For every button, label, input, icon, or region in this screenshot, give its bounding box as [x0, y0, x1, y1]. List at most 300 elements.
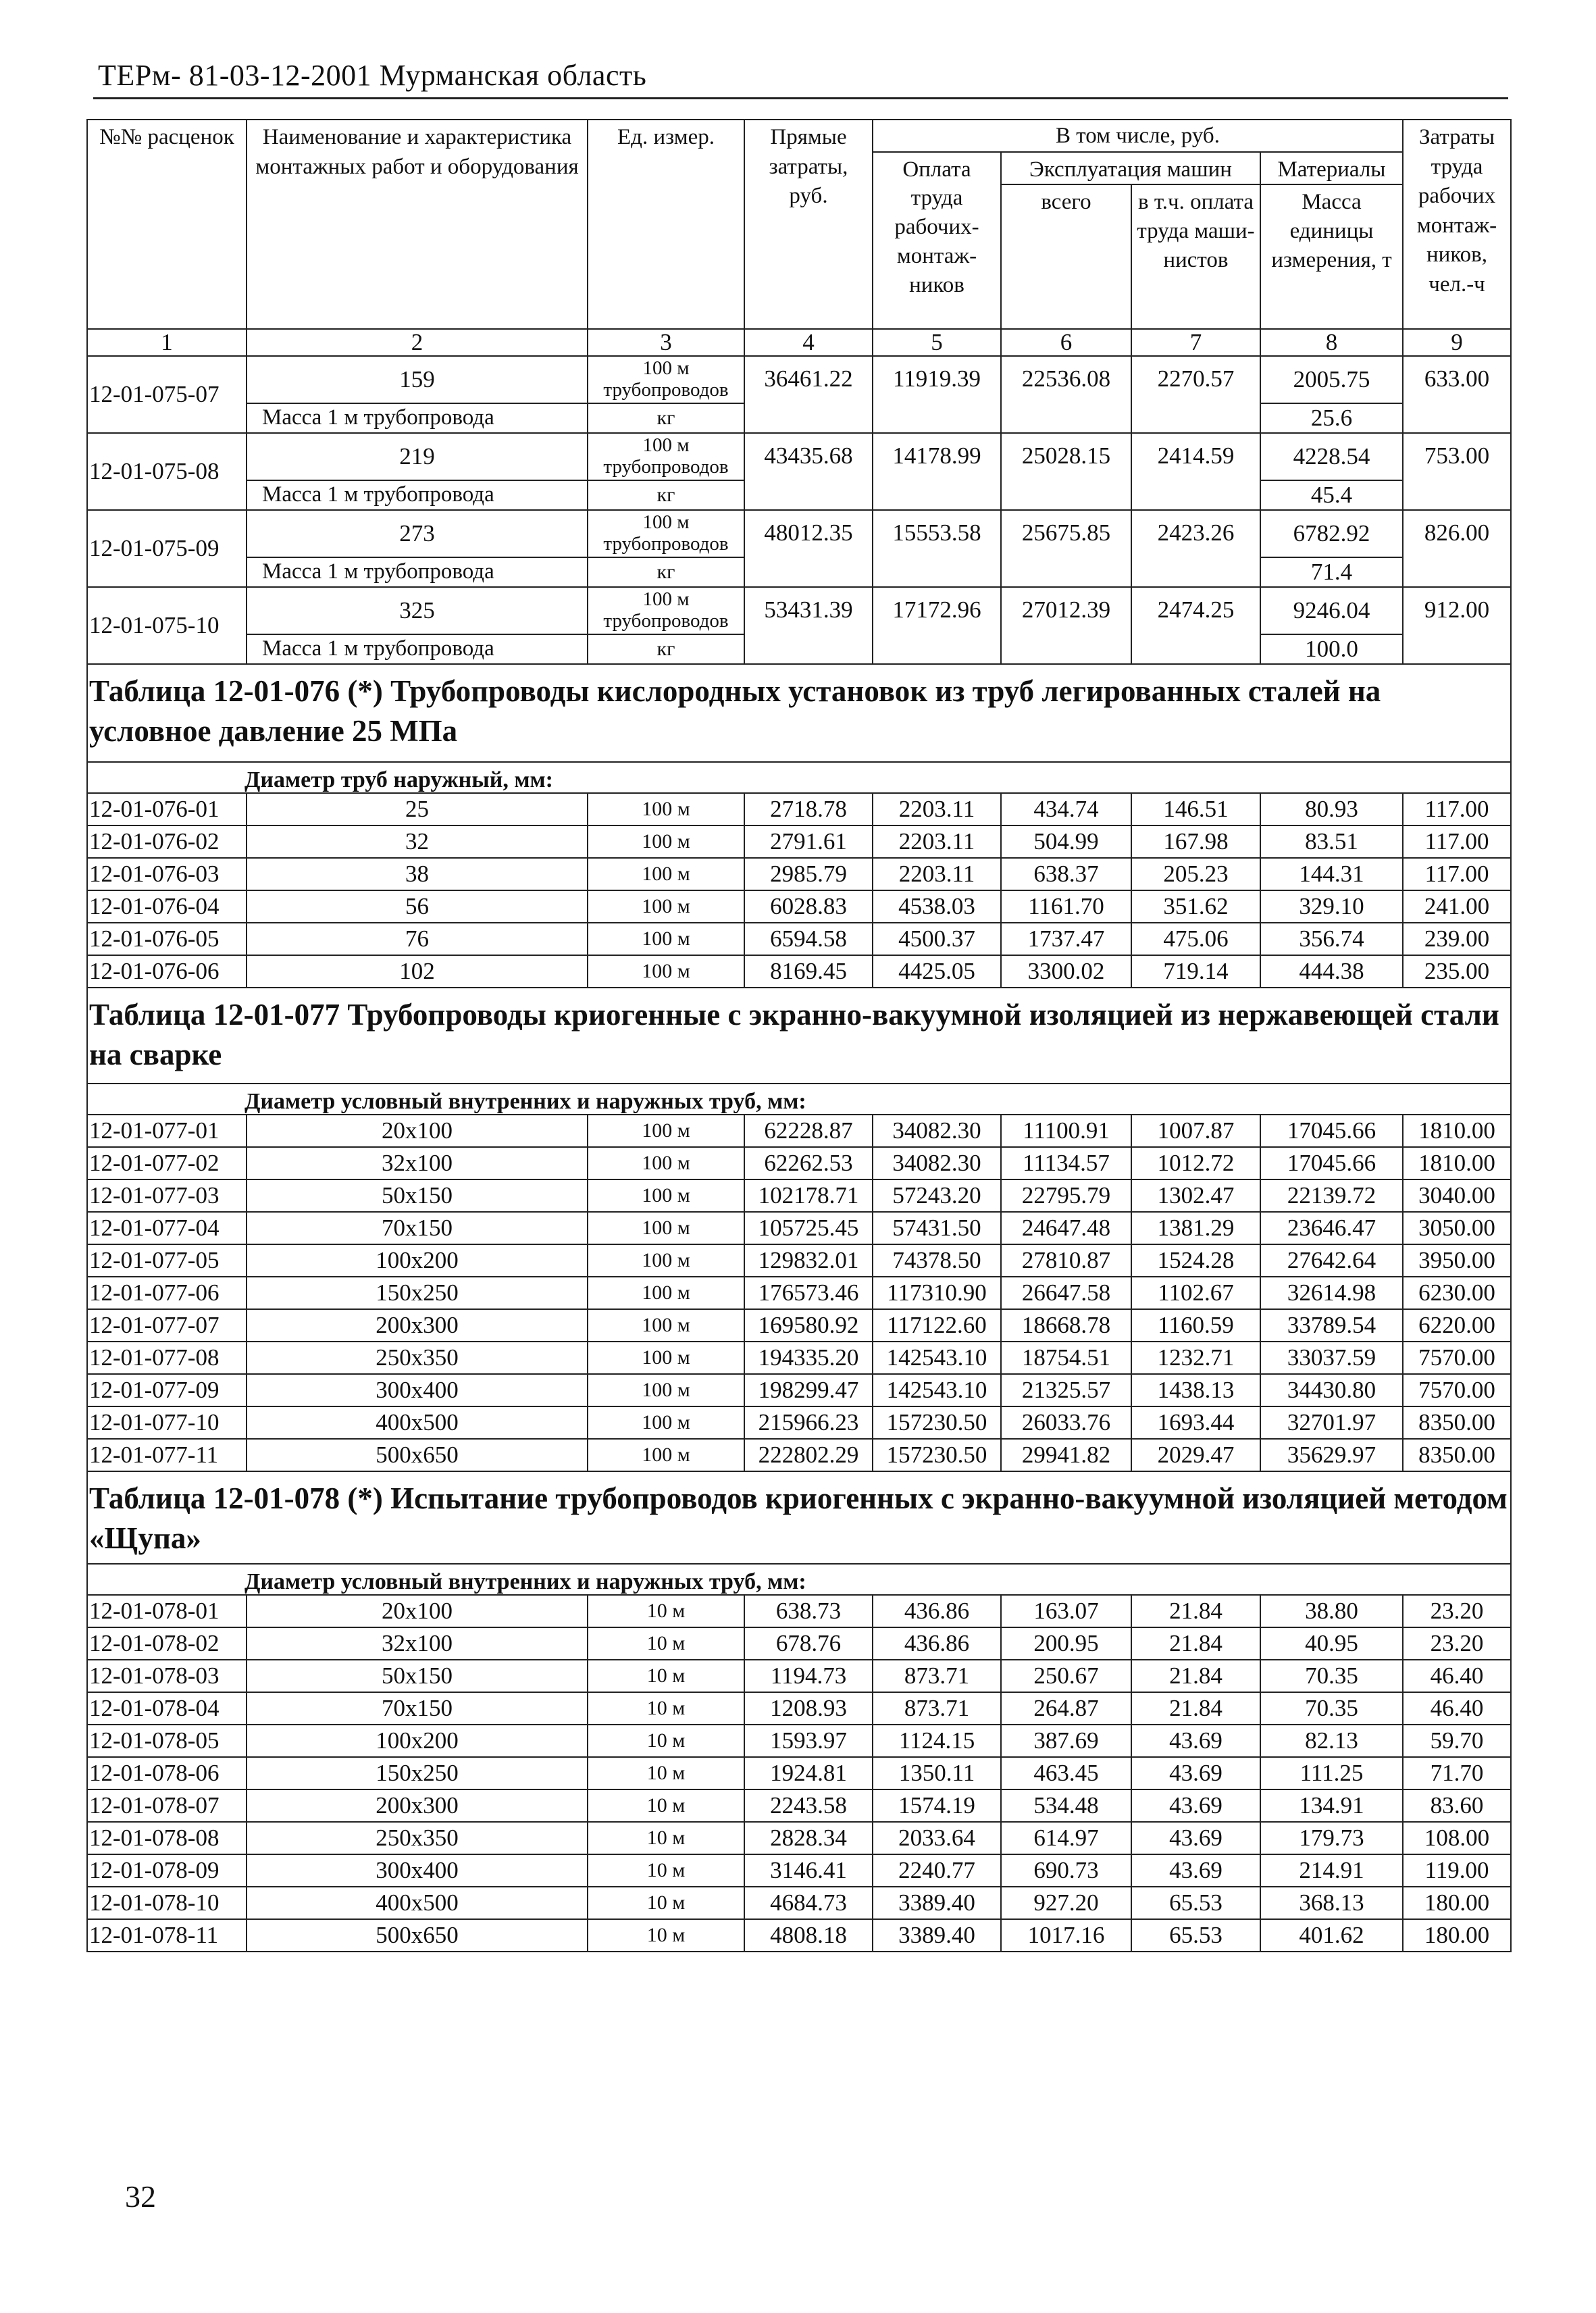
rate-code: 12-01-078-03: [87, 1660, 247, 1692]
rate-machines: 1161.70: [1001, 890, 1131, 923]
rate-unit: 10 м: [588, 1725, 744, 1757]
rate-unit: 100 м трубопроводов: [588, 510, 744, 557]
table-row: [87, 1854, 1511, 1887]
rate-machines: 200.95: [1001, 1627, 1131, 1660]
rate-machines: 434.74: [1001, 793, 1131, 825]
rate-hours: 1810.00: [1403, 1147, 1511, 1179]
rate-materials: 32614.98: [1260, 1277, 1403, 1309]
rate-hours: 117.00: [1403, 793, 1511, 825]
table-row: [87, 1115, 1511, 1147]
rate-machines-labor: 1102.67: [1131, 1277, 1260, 1309]
rate-labor: 2240.77: [873, 1854, 1001, 1887]
rate-machines: 614.97: [1001, 1822, 1131, 1854]
rate-name: 70x150: [247, 1692, 588, 1725]
col-header-hours: Затраты труда рабочих монтаж-ников, чел.-ч: [1403, 120, 1511, 329]
rate-labor: 4538.03: [873, 890, 1001, 923]
rate-labor: 34082.30: [873, 1115, 1001, 1147]
rate-code: 12-01-078-08: [87, 1822, 247, 1854]
rate-unit: 10 м: [588, 1854, 744, 1887]
rate-hours: 8350.00: [1403, 1406, 1511, 1439]
rate-machines: 25028.15: [1001, 433, 1131, 510]
col-number: 8: [1260, 329, 1403, 356]
rate-code: 12-01-078-11: [87, 1919, 247, 1952]
rate-name: 150x250: [247, 1277, 588, 1309]
rate-labor: 34082.30: [873, 1147, 1001, 1179]
table-row: [87, 1725, 1511, 1757]
rate-name: 32x100: [247, 1147, 588, 1179]
rate-hours: 6220.00: [1403, 1309, 1511, 1342]
rate-direct: 6028.83: [744, 890, 873, 923]
rate-code: 12-01-075-09: [87, 510, 247, 587]
table-row: [87, 1342, 1511, 1374]
rate-hours: 117.00: [1403, 858, 1511, 890]
col-header-mass: Масса единицы измерения, т: [1260, 184, 1403, 329]
rate-machines-labor: 719.14: [1131, 955, 1260, 988]
rate-machines-labor: 351.62: [1131, 890, 1260, 923]
rate-code: 12-01-076-02: [87, 825, 247, 858]
rate-unit: 100 м: [588, 1179, 744, 1212]
rate-direct: 2243.58: [744, 1789, 873, 1822]
mass-label: Масса 1 м трубопровода: [247, 480, 588, 510]
rate-machines: 29941.82: [1001, 1439, 1131, 1471]
col-number: 3: [588, 329, 744, 356]
rate-machines-labor: 1160.59: [1131, 1309, 1260, 1342]
rate-unit: 100 м трубопроводов: [588, 433, 744, 480]
rate-unit: 100 м: [588, 1277, 744, 1309]
mass-unit: кг: [588, 557, 744, 587]
rate-machines: 11100.91: [1001, 1115, 1131, 1147]
rate-code: 12-01-078-10: [87, 1887, 247, 1919]
rate-name: 100x200: [247, 1725, 588, 1757]
rate-labor: 157230.50: [873, 1406, 1001, 1439]
rate-direct: 176573.46: [744, 1277, 873, 1309]
rate-unit: 100 м трубопроводов: [588, 587, 744, 634]
col-number: 9: [1403, 329, 1511, 356]
col-header-including: В том числе, руб.: [873, 120, 1403, 152]
rate-code: 12-01-076-01: [87, 793, 247, 825]
rate-machines: 250.67: [1001, 1660, 1131, 1692]
rate-labor: 11919.39: [873, 356, 1001, 433]
rate-direct: 198299.47: [744, 1374, 873, 1406]
col-header-code: №№ расценок: [87, 120, 247, 329]
table-row: [87, 1887, 1511, 1919]
table-row: [87, 858, 1511, 890]
rate-hours: 59.70: [1403, 1725, 1511, 1757]
rate-machines: 18754.51: [1001, 1342, 1131, 1374]
rate-unit: 100 м: [588, 955, 744, 988]
rate-name: 250x350: [247, 1342, 588, 1374]
rate-unit: 100 м: [588, 923, 744, 955]
rate-machines-labor: 146.51: [1131, 793, 1260, 825]
rate-materials: 38.80: [1260, 1595, 1403, 1627]
rate-unit: 100 м: [588, 1374, 744, 1406]
rate-unit: 10 м: [588, 1660, 744, 1692]
rate-direct: 8169.45: [744, 955, 873, 988]
rate-name: 102: [247, 955, 588, 988]
rate-machines-labor: 1381.29: [1131, 1212, 1260, 1244]
table-title-row: [87, 1471, 1511, 1564]
rate-machines: 27012.39: [1001, 587, 1131, 664]
rate-name: 100x200: [247, 1244, 588, 1277]
rate-direct: 4684.73: [744, 1887, 873, 1919]
rate-unit: 100 м: [588, 1212, 744, 1244]
rate-name: 400x500: [247, 1887, 588, 1919]
rate-code: 12-01-076-03: [87, 858, 247, 890]
rate-machines-labor: 2423.26: [1131, 510, 1260, 587]
table-row: [87, 1919, 1511, 1952]
rate-labor: 117310.90: [873, 1277, 1001, 1309]
table-row: [87, 1595, 1511, 1627]
rate-direct: 638.73: [744, 1595, 873, 1627]
rate-code: 12-01-078-07: [87, 1789, 247, 1822]
rate-hours: 6230.00: [1403, 1277, 1511, 1309]
rate-machines-labor: 65.53: [1131, 1919, 1260, 1952]
table-row: [87, 890, 1511, 923]
rate-direct: 2718.78: [744, 793, 873, 825]
rate-code: 12-01-077-08: [87, 1342, 247, 1374]
rate-name: 70x150: [247, 1212, 588, 1244]
rate-materials: 32701.97: [1260, 1406, 1403, 1439]
mass-unit: кг: [588, 634, 744, 664]
rate-materials: 4228.54: [1260, 433, 1403, 480]
table-row: [87, 825, 1511, 858]
rate-code: 12-01-077-05: [87, 1244, 247, 1277]
rate-labor: 57243.20: [873, 1179, 1001, 1212]
rate-labor: 873.71: [873, 1660, 1001, 1692]
rate-name: 200x300: [247, 1789, 588, 1822]
rate-machines: 22536.08: [1001, 356, 1131, 433]
rate-hours: 7570.00: [1403, 1342, 1511, 1374]
rate-labor: 1350.11: [873, 1757, 1001, 1789]
rate-materials: 17045.66: [1260, 1147, 1403, 1179]
rate-hours: 3040.00: [1403, 1179, 1511, 1212]
rate-direct: 2828.34: [744, 1822, 873, 1854]
rate-name: 219: [247, 433, 588, 480]
rate-labor: 2033.64: [873, 1822, 1001, 1854]
table-row: [87, 1692, 1511, 1725]
rate-code: 12-01-077-07: [87, 1309, 247, 1342]
rate-name: 150x250: [247, 1757, 588, 1789]
rate-unit: 100 м: [588, 825, 744, 858]
rate-direct: 105725.45: [744, 1212, 873, 1244]
rate-direct: 102178.71: [744, 1179, 873, 1212]
rate-name: 20x100: [247, 1115, 588, 1147]
rate-materials: 368.13: [1260, 1887, 1403, 1919]
rate-unit: 100 м: [588, 793, 744, 825]
rate-direct: 62262.53: [744, 1147, 873, 1179]
rate-code: 12-01-075-07: [87, 356, 247, 433]
rate-direct: 1924.81: [744, 1757, 873, 1789]
rate-machines: 26647.58: [1001, 1277, 1131, 1309]
table-title: Таблица 12-01-076 (*) Трубопроводы кислородных установок из труб легированных сталей на условное давление 25 МПа: [87, 664, 1511, 762]
rate-unit: 100 м: [588, 1439, 744, 1471]
rate-labor: 4425.05: [873, 955, 1001, 988]
rate-direct: 2985.79: [744, 858, 873, 890]
rate-code: 12-01-077-03: [87, 1179, 247, 1212]
mass-value: 45.4: [1260, 480, 1403, 510]
rate-unit: 100 м: [588, 1147, 744, 1179]
rate-name: 250x350: [247, 1822, 588, 1854]
table-row: [87, 1822, 1511, 1854]
rate-code: 12-01-076-05: [87, 923, 247, 955]
table-row: [87, 1147, 1511, 1179]
rate-machines: 22795.79: [1001, 1179, 1131, 1212]
rate-machines-labor: 475.06: [1131, 923, 1260, 955]
rate-labor: 3389.40: [873, 1919, 1001, 1952]
rate-labor: 2203.11: [873, 858, 1001, 890]
rate-materials: 144.31: [1260, 858, 1403, 890]
rate-materials: 27642.64: [1260, 1244, 1403, 1277]
rate-direct: 129832.01: [744, 1244, 873, 1277]
rate-direct: 1208.93: [744, 1692, 873, 1725]
rate-hours: 1810.00: [1403, 1115, 1511, 1147]
rate-code: 12-01-078-02: [87, 1627, 247, 1660]
rate-name: 300x400: [247, 1854, 588, 1887]
rate-machines: 11134.57: [1001, 1147, 1131, 1179]
table-row: [87, 1374, 1511, 1406]
rate-direct: 194335.20: [744, 1342, 873, 1374]
rates-table: [86, 119, 1512, 1952]
rate-hours: 8350.00: [1403, 1439, 1511, 1471]
rate-name: 400x500: [247, 1406, 588, 1439]
rate-labor: 157230.50: [873, 1439, 1001, 1471]
table-title: Таблица 12-01-078 (*) Испытание трубопроводов криогенных с экранно-вакуумной изоляцией методом «Щупа»: [87, 1471, 1511, 1564]
col-number: 4: [744, 329, 873, 356]
rate-hours: 117.00: [1403, 825, 1511, 858]
rate-labor: 2203.11: [873, 825, 1001, 858]
mass-value: 71.4: [1260, 557, 1403, 587]
mass-label: Масса 1 м трубопровода: [247, 557, 588, 587]
rate-unit: 10 м: [588, 1627, 744, 1660]
rate-hours: 3950.00: [1403, 1244, 1511, 1277]
rate-machines-labor: 43.69: [1131, 1789, 1260, 1822]
rate-code: 12-01-077-02: [87, 1147, 247, 1179]
table-title: Таблица 12-01-077 Трубопроводы криогенные с экранно-вакуумной изоляцией из нержавеющей стали на сварке: [87, 988, 1511, 1084]
col-header-unit: Ед. измер.: [588, 120, 744, 329]
rate-labor: 117122.60: [873, 1309, 1001, 1342]
rate-direct: 36461.22: [744, 356, 873, 433]
rate-direct: 2791.61: [744, 825, 873, 858]
rate-labor: 142543.10: [873, 1342, 1001, 1374]
rate-machines: 534.48: [1001, 1789, 1131, 1822]
rate-code: 12-01-078-05: [87, 1725, 247, 1757]
rate-hours: 826.00: [1403, 510, 1511, 587]
rate-materials: 82.13: [1260, 1725, 1403, 1757]
rate-hours: 241.00: [1403, 890, 1511, 923]
col-header-name: Наименование и характеристика монтажных работ и оборудования: [247, 120, 588, 329]
rate-labor: 1124.15: [873, 1725, 1001, 1757]
rate-machines-labor: 43.69: [1131, 1725, 1260, 1757]
rate-direct: 48012.35: [744, 510, 873, 587]
rate-code: 12-01-077-09: [87, 1374, 247, 1406]
rate-hours: 3050.00: [1403, 1212, 1511, 1244]
rate-machines: 27810.87: [1001, 1244, 1131, 1277]
rate-name: 159: [247, 356, 588, 403]
rate-machines: 3300.02: [1001, 955, 1131, 988]
rate-unit: 100 м: [588, 890, 744, 923]
rate-labor: 15553.58: [873, 510, 1001, 587]
col-number: 7: [1131, 329, 1260, 356]
rate-materials: 214.91: [1260, 1854, 1403, 1887]
rate-hours: 71.70: [1403, 1757, 1511, 1789]
col-number: 5: [873, 329, 1001, 356]
rate-machines: 24647.48: [1001, 1212, 1131, 1244]
rate-code: 12-01-075-08: [87, 433, 247, 510]
rate-unit: 10 м: [588, 1692, 744, 1725]
table-subtitle-row: [87, 1084, 1511, 1115]
table-row: [87, 1660, 1511, 1692]
rate-materials: 444.38: [1260, 955, 1403, 988]
rate-materials: 83.51: [1260, 825, 1403, 858]
rate-name: 325: [247, 587, 588, 634]
rate-name: 25: [247, 793, 588, 825]
rate-unit: 100 м: [588, 1115, 744, 1147]
rate-materials: 22139.72: [1260, 1179, 1403, 1212]
table-row: [87, 955, 1511, 988]
table-row: [87, 1789, 1511, 1822]
rate-machines-labor: 2270.57: [1131, 356, 1260, 433]
rate-labor: 14178.99: [873, 433, 1001, 510]
page-header-title: ТЕРм- 81-03-12-2001 Мурманская область: [98, 59, 647, 92]
rate-direct: 1194.73: [744, 1660, 873, 1692]
table-row: [87, 356, 1511, 403]
rate-hours: 7570.00: [1403, 1374, 1511, 1406]
column-number-row: [87, 329, 1511, 356]
rate-materials: 9246.04: [1260, 587, 1403, 634]
rate-direct: 222802.29: [744, 1439, 873, 1471]
rate-unit: 10 м: [588, 1757, 744, 1789]
mass-label: Масса 1 м трубопровода: [247, 634, 588, 664]
rate-hours: 108.00: [1403, 1822, 1511, 1854]
rate-hours: 83.60: [1403, 1789, 1511, 1822]
rate-name: 56: [247, 890, 588, 923]
col-header-machines-labor: в т.ч. оплата труда маши-нистов: [1131, 184, 1260, 329]
rate-materials: 70.35: [1260, 1692, 1403, 1725]
rate-labor: 2203.11: [873, 793, 1001, 825]
rate-name: 50x150: [247, 1179, 588, 1212]
rate-machines: 638.37: [1001, 858, 1131, 890]
table-row: [87, 1179, 1511, 1212]
rate-machines-labor: 2414.59: [1131, 433, 1260, 510]
rate-hours: 23.20: [1403, 1595, 1511, 1627]
rate-hours: 239.00: [1403, 923, 1511, 955]
rate-name: 50x150: [247, 1660, 588, 1692]
table-row: [87, 587, 1511, 634]
mass-label: Масса 1 м трубопровода: [247, 403, 588, 433]
rate-materials: 111.25: [1260, 1757, 1403, 1789]
rate-unit: 100 м: [588, 1244, 744, 1277]
rate-materials: 40.95: [1260, 1627, 1403, 1660]
rate-code: 12-01-076-04: [87, 890, 247, 923]
header-row-1: [87, 120, 1511, 152]
rate-materials: 134.91: [1260, 1789, 1403, 1822]
rate-machines-labor: 65.53: [1131, 1887, 1260, 1919]
mass-unit: кг: [588, 480, 744, 510]
rate-labor: 3389.40: [873, 1887, 1001, 1919]
rate-code: 12-01-078-06: [87, 1757, 247, 1789]
rate-materials: 2005.75: [1260, 356, 1403, 403]
rate-machines: 387.69: [1001, 1725, 1131, 1757]
rate-machines-labor: 1302.47: [1131, 1179, 1260, 1212]
mass-value: 100.0: [1260, 634, 1403, 664]
rate-labor: 17172.96: [873, 587, 1001, 664]
rate-labor: 4500.37: [873, 923, 1001, 955]
rate-code: 12-01-077-10: [87, 1406, 247, 1439]
rate-materials: 34430.80: [1260, 1374, 1403, 1406]
table-row: [87, 433, 1511, 480]
rate-code: 12-01-077-01: [87, 1115, 247, 1147]
rate-code: 12-01-077-11: [87, 1439, 247, 1471]
header-rule: [93, 97, 1508, 99]
table-row: [87, 1309, 1511, 1342]
table-title-row: [87, 988, 1511, 1084]
rate-machines-labor: 1524.28: [1131, 1244, 1260, 1277]
table-subtitle: Диаметр труб наружный, мм:: [87, 762, 1511, 793]
page-number: 32: [125, 2179, 156, 2214]
rate-code: 12-01-078-01: [87, 1595, 247, 1627]
rate-machines-labor: 43.69: [1131, 1822, 1260, 1854]
rate-unit: 10 м: [588, 1919, 744, 1952]
rate-machines-labor: 21.84: [1131, 1660, 1260, 1692]
rate-hours: 23.20: [1403, 1627, 1511, 1660]
rate-name: 32x100: [247, 1627, 588, 1660]
rate-hours: 753.00: [1403, 433, 1511, 510]
table-subtitle-row: [87, 1564, 1511, 1595]
table-row: [87, 793, 1511, 825]
rate-code: 12-01-078-04: [87, 1692, 247, 1725]
col-header-labor: Оплата труда рабочих-монтаж-ников: [873, 152, 1001, 330]
rate-unit: 100 м: [588, 1309, 744, 1342]
rate-code: 12-01-078-09: [87, 1854, 247, 1887]
rate-materials: 17045.66: [1260, 1115, 1403, 1147]
rate-code: 12-01-077-06: [87, 1277, 247, 1309]
rate-machines-labor: 21.84: [1131, 1627, 1260, 1660]
table-row: [87, 1627, 1511, 1660]
table-row: [87, 1439, 1511, 1471]
rate-machines: 18668.78: [1001, 1309, 1131, 1342]
rate-name: 300x400: [247, 1374, 588, 1406]
rate-materials: 33037.59: [1260, 1342, 1403, 1374]
rate-materials: 401.62: [1260, 1919, 1403, 1952]
rate-machines-labor: 1012.72: [1131, 1147, 1260, 1179]
rate-code: 12-01-077-04: [87, 1212, 247, 1244]
rate-direct: 53431.39: [744, 587, 873, 664]
mass-unit: кг: [588, 403, 744, 433]
col-header-direct: Прямые затраты, руб.: [744, 120, 873, 329]
rate-machines-labor: 1438.13: [1131, 1374, 1260, 1406]
rate-name: 38: [247, 858, 588, 890]
rate-machines-labor: 21.84: [1131, 1692, 1260, 1725]
rate-unit: 10 м: [588, 1789, 744, 1822]
rate-labor: 436.86: [873, 1595, 1001, 1627]
rate-labor: 873.71: [873, 1692, 1001, 1725]
col-number: 6: [1001, 329, 1131, 356]
rate-name: 500x650: [247, 1919, 588, 1952]
rate-materials: 70.35: [1260, 1660, 1403, 1692]
rate-unit: 100 м: [588, 1342, 744, 1374]
rate-hours: 119.00: [1403, 1854, 1511, 1887]
col-number: 2: [247, 329, 588, 356]
rate-direct: 1593.97: [744, 1725, 873, 1757]
rate-machines-labor: 2029.47: [1131, 1439, 1260, 1471]
rate-direct: 4808.18: [744, 1919, 873, 1952]
rate-machines-labor: 205.23: [1131, 858, 1260, 890]
rate-machines-labor: 2474.25: [1131, 587, 1260, 664]
rate-name: 76: [247, 923, 588, 955]
rate-machines-labor: 1232.71: [1131, 1342, 1260, 1374]
rate-name: 200x300: [247, 1309, 588, 1342]
rate-materials: 23646.47: [1260, 1212, 1403, 1244]
